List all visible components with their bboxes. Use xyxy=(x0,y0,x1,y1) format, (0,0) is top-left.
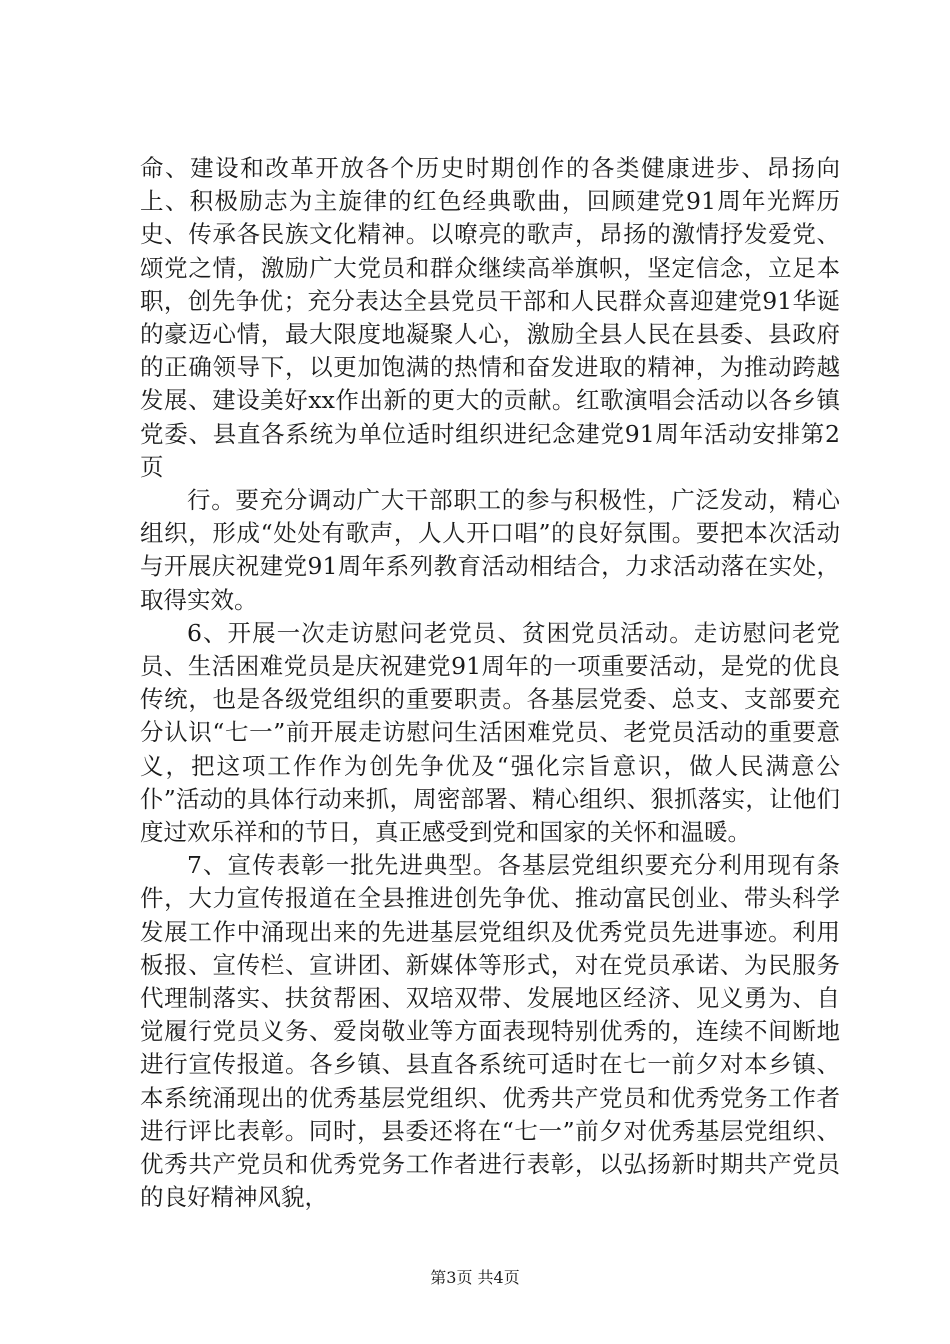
page-number-label: 第3页 共4页 xyxy=(430,1268,520,1287)
paragraph-item-7: 7、宣传表彰一批先进典型。各基层党组织要充分利用现有条件，大力宣传报道在全县推进创先争优、推动富民创业、带头科学发展工作中涌现出来的先进基层党组织及优秀党员先进事迹。利用板报、宣传栏、宣讲团、新媒体等形式，对在党员承诺、为民服务代理制落实、扶贫帮困、双培双带、发展地区经济、见义勇为、自觉履行党员义务、爱岗敬业等方面表现特别优秀的，连续不间断地进行宣传报道。各乡镇、县直各系统可适时在七一前夕对本乡镇、本系统涌现出的优秀基层党组织、优秀共产党员和优秀党务工作者进行评比表彰。同时，县委还将在“七一”前夕对优秀基层党组织、优秀共产党员和优秀党务工作者进行表彰，以弘扬新时期共产党员的良好精神风貌， xyxy=(140,851,840,1212)
paragraph-continuation: 命、建设和改革开放各个历史时期创作的各类健康进步、昂扬向上、积极励志为主旋律的红色经典歌曲，回顾建党91周年光辉历史、传承各民族文化精神。以嘹亮的歌声，昂扬的激情抒发爱党、颂党之情，激励广大党员和群众继续高举旗帜，坚定信念，立足本职，创先争优；充分表达全县党员干部和人民群众喜迎建党91华诞的豪迈心情，最大限度地凝聚人心，激励全县人民在县委、县政府的正确领导下，以更加饱满的热情和奋发进取的精神，为推动跨越发展、建设美好xx作出新的更大的贡献。红歌演唱会活动以各乡镇党委、县直各系统为单位适时组织进纪念建党91周年活动安排第2页 xyxy=(140,154,840,481)
document-body xyxy=(140,152,840,1215)
paragraph-item-6: 6、开展一次走访慰问老党员、贫困党员活动。走访慰问老党员、生活困难党员是庆祝建党91周年的一项重要活动，是党的优良传统，也是各级党组织的重要职责。各基层党委、总支、支部要充分认识“七一”前开展走访慰问生活困难党员、老党员活动的重要意义，把这项工作作为创先争优及“强化宗旨意识，做人民满意公仆”活动的具体行动来抓，周密部署、精心组织、狠抓落实，让他们度过欢乐祥和的节日，真正感受到党和国家的关怀和温暖。 xyxy=(140,618,840,847)
page-footer xyxy=(0,1268,950,1288)
paragraph-activity-note: 行。要充分调动广大干部职工的参与积极性，广泛发动，精心组织，形成“处处有歌声，人人开口唱”的良好氛围。要把本次活动与开展庆祝建党91周年系列教育活动相结合，力求活动落在实处，取得实效。 xyxy=(140,486,840,614)
